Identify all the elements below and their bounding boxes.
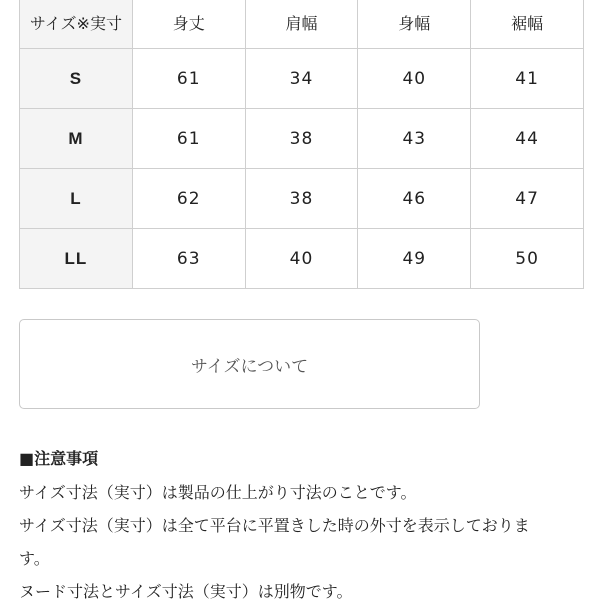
notes-line: す。 xyxy=(19,549,50,568)
table-cell: 50 xyxy=(471,229,584,289)
notes-line: サイズ寸法（実寸）は製品の仕上がり寸法のことです。 xyxy=(19,483,417,502)
header-cell-size: サイズ※実寸 xyxy=(20,0,133,49)
header-cell-body-width: 身幅 xyxy=(358,0,471,49)
table-cell: 61 xyxy=(132,49,245,109)
table-header-row xyxy=(20,0,584,49)
table-cell: 40 xyxy=(245,229,358,289)
notes-title: ■注意事項 xyxy=(19,449,99,468)
header-cell-body-length: 身丈 xyxy=(132,0,245,49)
header-cell-hem-width: 裾幅 xyxy=(471,0,584,49)
notes-section xyxy=(19,448,603,603)
size-label-cell: LL xyxy=(20,229,133,289)
table-cell: 49 xyxy=(358,229,471,289)
table-row xyxy=(20,169,584,229)
table-cell: 43 xyxy=(358,109,471,169)
table-cell: 63 xyxy=(132,229,245,289)
table-cell: 47 xyxy=(471,169,584,229)
table-cell: 41 xyxy=(471,49,584,109)
table-cell: 44 xyxy=(471,109,584,169)
notes-line: ヌード寸法とサイズ寸法（実寸）は別物です。 xyxy=(19,582,353,601)
header-cell-shoulder-width: 肩幅 xyxy=(245,0,358,49)
table-cell: 46 xyxy=(358,169,471,229)
size-label-cell: M xyxy=(20,109,133,169)
size-label-cell: S xyxy=(20,49,133,109)
table-cell: 38 xyxy=(245,109,358,169)
notes-line: サイズ寸法（実寸）は全て平台に平置きした時の外寸を表示しておりま xyxy=(19,516,530,535)
size-info-button[interactable] xyxy=(19,319,480,409)
table-row xyxy=(20,109,584,169)
table-cell: 61 xyxy=(132,109,245,169)
table-cell: 62 xyxy=(132,169,245,229)
size-chart-table xyxy=(19,0,584,289)
table-cell: 40 xyxy=(358,49,471,109)
table-row xyxy=(20,49,584,109)
size-label-cell: L xyxy=(20,169,133,229)
size-info-button-label: サイズについて xyxy=(190,356,309,377)
table-cell: 38 xyxy=(245,169,358,229)
table-row xyxy=(20,229,584,289)
table-cell: 34 xyxy=(245,49,358,109)
